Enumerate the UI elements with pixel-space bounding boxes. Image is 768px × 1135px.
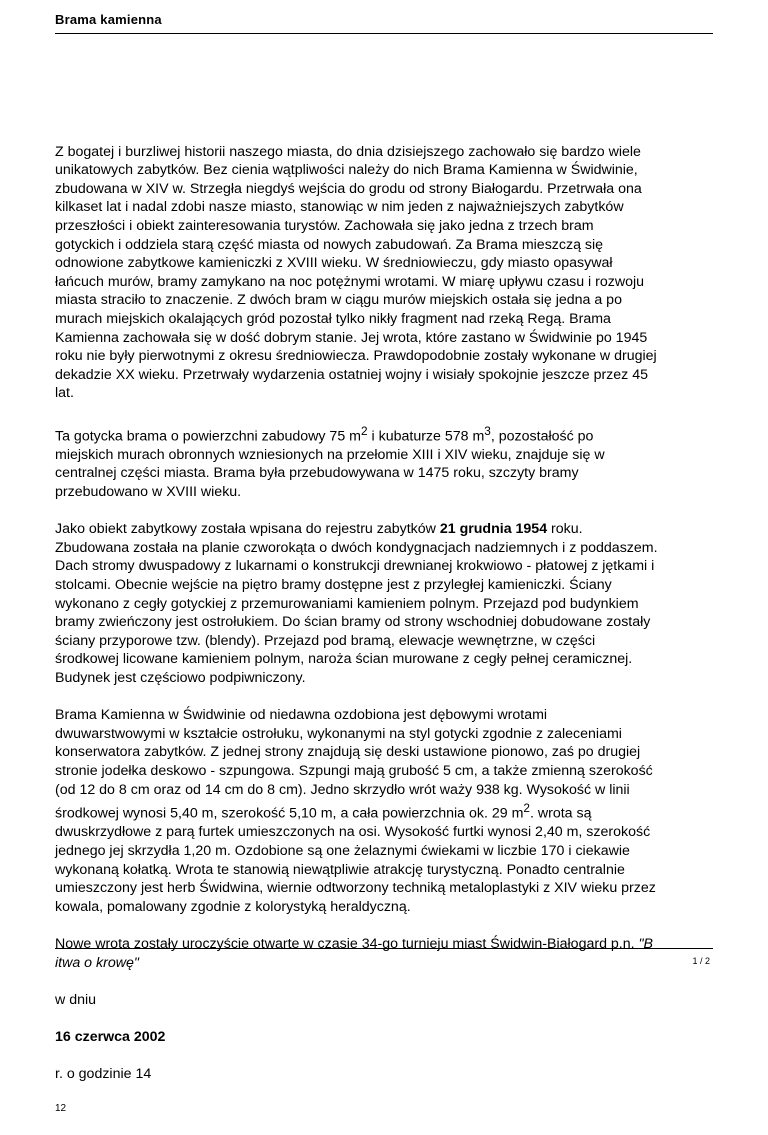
text-segment: Ta gotycka brama o powierzchni zabudowy 75 m <box>55 428 361 445</box>
paragraph-registry <box>55 520 717 687</box>
text-segment: Jako obiekt zabytkowy została wpisana do rejestru zabytków <box>55 521 440 538</box>
text-segment: Nowe wrota zostały uroczyście otwarte w czasie 34-go turnieju miast Świdwin-Białogard p.n. <box>55 936 639 952</box>
paragraph-opening <box>55 935 717 972</box>
page-number: 1 / 2 <box>692 956 710 966</box>
text-segment: . wrota są dwuskrzydłowe z parą furtek umieszczonych na osi. Wysokość furtki wynosi 2,40 m, szerokość jednego jej skrzydła 1,20 m. Ozdobione są one żelaznymi ćwiekami w liczbie 170 i ciekawie wykonaną kołatką. Wrota te stanowią niewątpliwie atrakcję turystyczną. Ponadto centralnie umieszczony jest herb Świdwina, wiernie odtworzony techniką metaloplastyki z XIV wieku przez kowala, pomalowany zgodnie z kolorystyką heraldyczną. <box>55 805 656 915</box>
footer-divider <box>55 948 713 949</box>
superscript-3: 3 <box>484 423 491 438</box>
text-segment: Brama Kamienna w Świdwinie od niedawna ozdobiona jest dębowymi wrotami dwuwarstwowymi w kształcie ostrołuku, wykonanymi na styl gotycki zgodnie z zaleceniami konserwatora zabytków. Z jednej strony znajdują się deski ustawione pionowo, zaś po drugiej stronie jodełka deskowo - szpungowa. Szpungi mają grubość 5 cm, a także zmienną szerokość (od 12 do 8 cm oraz od 14 cm do 8 cm). Jedno skrzydło wrót waży 938 kg. Wysokość w linii środkowej wynosi 5,40 m, szerokość 5,10 m, a cała powierzchnia ok. 29 m <box>55 707 653 822</box>
event-name: "B itwa o krowę" <box>55 936 654 971</box>
opening-date-bold: 16 czerwca 2002 <box>55 1028 166 1045</box>
paragraph-history: Z bogatej i burzliwej historii naszego miasta, do dnia dzisiejszego zachowało się bardzo wiele unikatowych zabytków. Bez cienia wątpliwości należy do nich Brama Kamienna w Świdwinie, zbudowana w XIV w. Strzegła niegdyś wejścia do grodu od strony Białogardu. Przetrwała ona kilkaset lat i nadal zdobi nasze miasto, stanowiąc w nim jeden z najważniejszych zabytków przeszłości i obiekt zainteresowania turystów. Zachowała się jako jedna z trzech bram gotyckich i oddziela starą część miasta od nowych zabudowań. Za Brama mieszczą się odnowione zabytkowe kamieniczki z XVIII wieku. W średniowieczu, gdy miasto opasywał łańcuch murów, bramy zamykano na noc potężnymi wrotami. W miarę upływu czasu i rozwoju miasta straciło to znaczenie. Z dwóch bram w ciągu murów miejskich ostała się jedna a po murach miejskich okalających gród pozostał tylko nikły fragment nad rzeką Regą. Brama Kamienna zachowała się w dość dobrym stanie. Jej wrota, które zastano w Świdwinie po 1945 roku nie były pierwotnymi z okresu średniowiecza. Prawdopodobnie zostały wykonane w drugiej dekadzie XX wieku. Przetrwały wydarzenia ostatniej wojny i wisiały spokojnie jeszcze przez 45 lat. <box>55 143 657 402</box>
text-segment: i kubaturze 578 m <box>367 428 485 445</box>
opening-time: r. o godzinie 14 <box>55 1066 152 1083</box>
text-segment: , pozostałość po miejskich murach obronnych wzniesionych na przełomie XIII i XIV wieku, znajduje się w centralnej części miasta. Brama była przebudowywana w 1475 roku, szczyty bramy przebudowano w XVIII wieku. <box>55 428 605 501</box>
small-number: 12 <box>55 1103 67 1115</box>
paragraph-dimensions <box>55 422 717 502</box>
paragraph-date-intro: w dniu <box>55 991 97 1008</box>
document-title: Brama kamienna <box>55 12 162 27</box>
superscript-2: 2 <box>523 801 530 816</box>
header-divider <box>55 33 713 34</box>
text-segment: roku. Zbudowana została na planie czworokąta o dwóch kondygnacjach nadziemnych i z poddaszem. Dach stromy dwuspadowy z lukarnami o konstrukcji drewnianej krokwiowo - płatowej z jętkami i stolcami. Obecnie wejście na piętro bramy dostępne jest z przyległej kamieniczki. Ściany wykonano z cegły gotyckiej z przemurowaniami kamieniem polnym. Przejazd pod budynkiem bramy zwieńczony jest ostrołukiem. Do ścian bramy od strony wschodniej dobudowane zostały ściany przyporowe tzw. (blendy). Przejazd pod bramą, elewacje wewnętrzne, w części środkowej licowane kamieniem polnym, naroża ścian murowane z cegły pełnej ceramicznej. Budynek jest częściowo podpiwniczony. <box>55 521 658 686</box>
registry-date: 21 grudnia 1954 <box>439 521 548 538</box>
opening-date <box>55 1028 717 1047</box>
article-body <box>55 124 717 1135</box>
paragraph-gates <box>55 706 717 916</box>
superscript-2: 2 <box>360 423 368 438</box>
